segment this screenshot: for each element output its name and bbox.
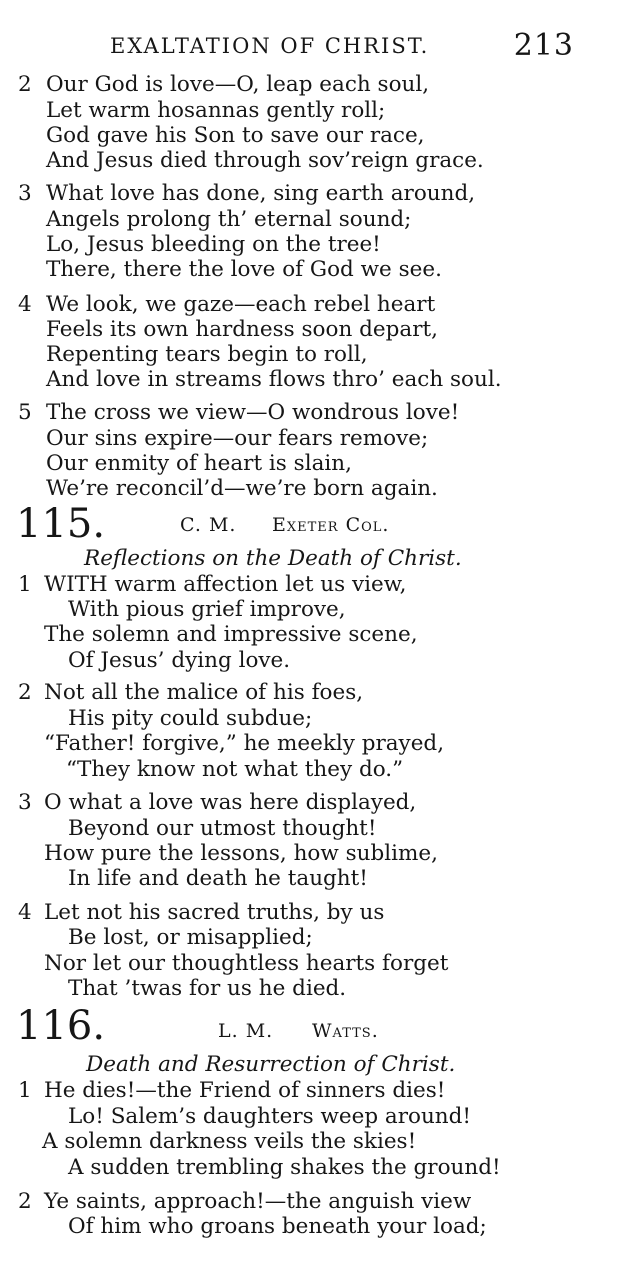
verse-number: 1 xyxy=(18,572,32,597)
verse-line: What love has done, sing earth around, xyxy=(46,181,476,206)
hymn-subtitle: Reflections on the Death of Christ. xyxy=(84,546,462,571)
verse-number: 1 xyxy=(18,1078,32,1103)
verse-line: Of Jesus’ dying love. xyxy=(68,648,291,673)
verse-number: 2 xyxy=(18,680,32,705)
verse-number: 3 xyxy=(18,790,32,815)
verse-line: “They know not what they do.” xyxy=(66,757,404,782)
verse-line: That ’twas for us he died. xyxy=(68,976,347,1001)
hymn-tune: Watts. xyxy=(312,1020,379,1042)
verse-line: Our God is love—O, leap each soul, xyxy=(46,72,430,97)
verse-number: 5 xyxy=(18,400,32,425)
verse-line: There, there the love of God we see. xyxy=(46,257,442,282)
verse-line: With pious grief improve, xyxy=(68,597,346,622)
verse-line: Of him who groans beneath your load; xyxy=(68,1214,487,1239)
verse-line: The cross we view—O wondrous love! xyxy=(46,400,460,425)
verse-line: How pure the lessons, how sublime, xyxy=(44,841,438,866)
verse-line: Feels its own hardness soon depart, xyxy=(46,317,438,342)
verse-line: WITH warm affection let us view, xyxy=(44,572,407,597)
page-number: 213 xyxy=(513,28,574,63)
verse-line: Our sins expire—our fears remove; xyxy=(46,426,429,451)
hymn-number: 115. xyxy=(16,501,106,547)
verse-line: His pity could subdue; xyxy=(68,706,313,731)
verse-line: Lo, Jesus bleeding on the tree! xyxy=(46,232,381,257)
hymn-meter: L. M. xyxy=(218,1020,274,1042)
running-title: EXALTATION OF CHRIST. xyxy=(110,34,430,58)
hymn-number: 116. xyxy=(16,1003,106,1049)
verse-number: 2 xyxy=(18,1189,32,1214)
verse-line: And Jesus died through sov’reign grace. xyxy=(46,148,484,173)
verse-line: Nor let our thoughtless hearts forget xyxy=(44,951,449,976)
hymn-subtitle: Death and Resurrection of Christ. xyxy=(86,1052,456,1077)
verse-line: A sudden trembling shakes the ground! xyxy=(68,1155,501,1180)
verse-line: Beyond our utmost thought! xyxy=(68,816,377,841)
verse-line: Let not his sacred truths, by us xyxy=(44,900,385,925)
hymn-meter: C. M. xyxy=(180,514,237,536)
verse-line: Lo! Salem’s daughters weep around! xyxy=(68,1104,472,1129)
verse-line: Be lost, or misapplied; xyxy=(68,925,313,950)
verse-line: Repenting tears begin to roll, xyxy=(46,342,368,367)
verse-line: Ye saints, approach!—the anguish view xyxy=(44,1189,472,1214)
verse-line: And love in streams flows thro’ each soul. xyxy=(46,367,502,392)
verse-line: We’re reconcil’d—we’re born again. xyxy=(46,476,438,501)
verse-line: We look, we gaze—each rebel heart xyxy=(46,292,436,317)
verse-line: Let warm hosannas gently roll; xyxy=(46,98,386,123)
verse-number: 4 xyxy=(18,292,32,317)
verse-line: Our enmity of heart is slain, xyxy=(46,451,352,476)
verse-number: 2 xyxy=(18,72,32,97)
running-header xyxy=(110,28,580,64)
verse-line: O what a love was here displayed, xyxy=(44,790,417,815)
verse-line: A solemn darkness veils the skies! xyxy=(42,1129,417,1154)
verse-line: Not all the malice of his foes, xyxy=(44,680,364,705)
verse-line: Angels prolong th’ eternal sound; xyxy=(46,207,412,232)
verse-line: He dies!—the Friend of sinners dies! xyxy=(44,1078,446,1103)
hymn-tune: Exeter Col. xyxy=(272,514,390,536)
verse-number: 4 xyxy=(18,900,32,925)
verse-line: “Father! forgive,” he meekly prayed, xyxy=(44,731,445,756)
verse-line: The solemn and impressive scene, xyxy=(44,622,418,647)
verse-line: God gave his Son to save our race, xyxy=(46,123,425,148)
verse-number: 3 xyxy=(18,181,32,206)
verse-line: In life and death he taught! xyxy=(68,866,368,891)
